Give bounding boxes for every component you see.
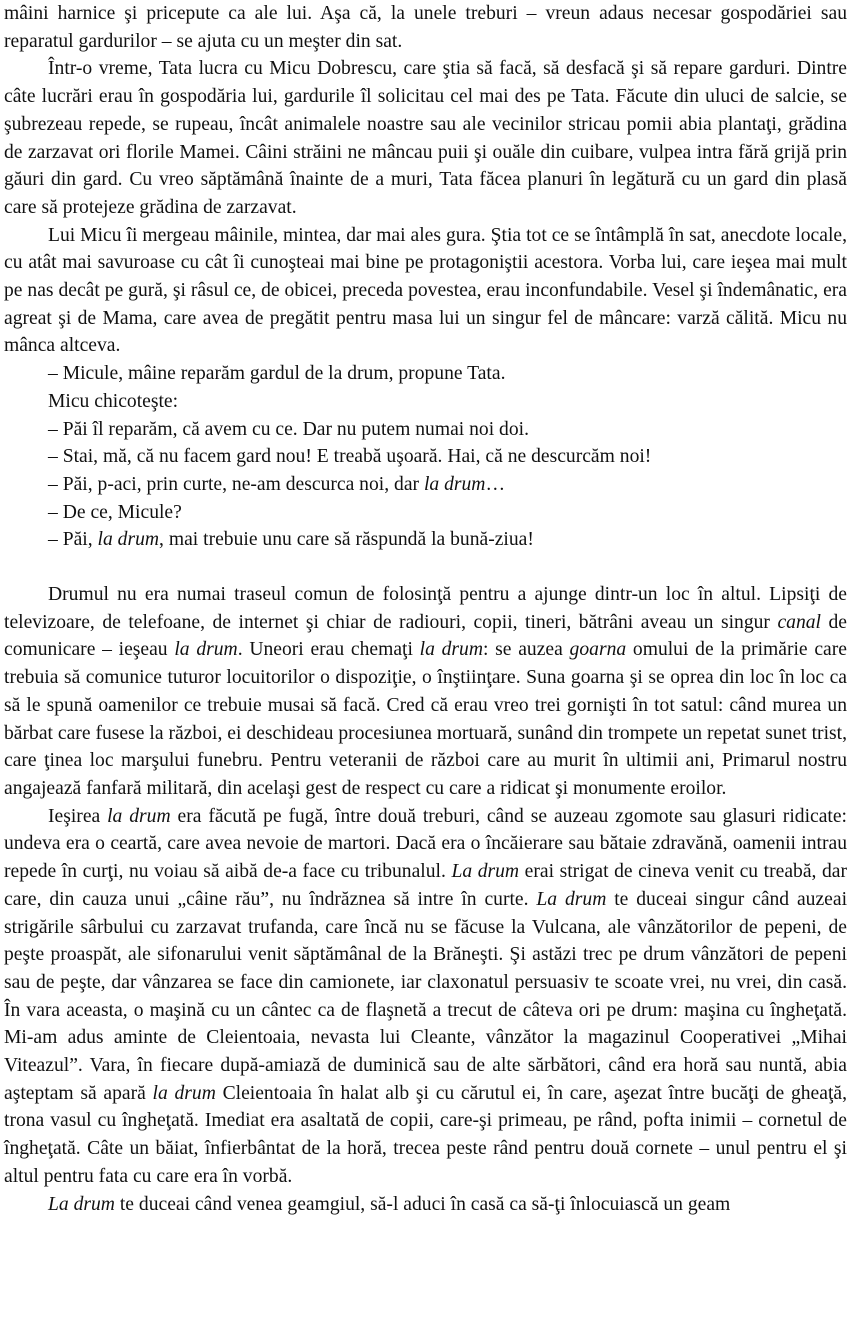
text-run: – Păi, [48,529,98,551]
text-run: era făcută pe fugă, între două treburi, când se auzeau zgomote sau glasuri ridicate: undeva era o ceartă, care avea nevoie de martori. Dacă era o încăierare sau bătaie zdravănă, oamenii intrau repede în curţi, nu voiau să aibă de-a face cu tribunalul. [4,805,847,883]
italic-text: la drum [174,639,238,661]
italic-text: la drum [152,1082,216,1104]
paragraph [4,222,847,361]
dialogue-line [4,499,847,527]
text-run: – Micule, mâine reparăm gardul de la drum, propune Tata. [48,363,506,385]
text-run: Cleientoaia în halat alb şi cu cărutul ei, în care, aşezat între bucăţi de gheaţă, trona vasul cu îngheţată. Imediat era asaltată de copii, care-şi primeau, pe rând, pofta inimii – cornetul de îngheţată. Câte un băiat, înfierbântat de la horă, trecea peste rând pentru două cornete – unul pentru el şi altul pentru fata cu care era în vorbă. [4,1082,847,1187]
dialogue-line [4,416,847,444]
document-page [4,0,847,1218]
italic-text: La drum [451,861,520,883]
italic-text: canal [777,611,821,633]
dialogue-line [4,388,847,416]
text-run: te duceai singur când auzeai strigările sârbului cu zarzavat trufanda, care încă nu se făcuse la Vulcana, ale vânzătorilor de pepeni, de peşte proaspăt, ale sifonarului venit săptămânal de la Brăneşti. Şi astăzi trec pe drum vânzători de pepeni sau de peşte, dar vânzarea se face din camionete, iar claxonatul persuasiv te scoate vrei, nu vrei, din casă. În vara aceasta, o maşină cu un cântec ca de flaşnetă a trecut de câteva ori pe drum: maşina cu îngheţată. Mi-am adus aminte de Cleientoaia, nevasta lui Cleante, vânzător la magazinul Cooperativei „Mihai Viteazul”. Vara, în fiecare după-amiază de duminică sau de alte sărbători, când era horă sau nuntă, abia aşteptam să apară [4,888,848,1104]
dialogue-line [4,471,847,499]
italic-text: La drum [48,1193,115,1215]
text-run: Într-o vreme, Tata lucra cu Micu Dobrescu, care ştia să facă, să desfacă şi să repare garduri. Dintre câte lucrări erau în gospodăria lui, gardurile îl solicitau cel mai des pe Tata. Făcute din uluci de salcie, se şubrezeau repede, se rupeau, încât animalele noastre sau ale vecinilor stricau pomii abia plantaţi, grădina de zarzavat ori florile Mamei. Câini străini ne mâncau puii şi ouăle din cuibare, vulpea intra fără grijă prin găuri din gard. Cu vreo săptămână înainte de a muri, Tata făcea planuri în legătură cu un gard din plasă care să protejeze grădina de zarzavat. [4,58,847,218]
text-run: … [485,473,506,495]
italic-text: la drum [419,639,483,661]
text-run: de comunicare – ieşeau [4,611,847,661]
dialogue-line [4,360,847,388]
paragraph [4,1191,847,1219]
italic-text: goarna [569,639,627,661]
text-run: omului de la primărie care trebuia să comunice tuturor locuitorilor o dispoziţie, o înştiinţare. Suna goarna şi se oprea din loc în loc ca să le spună oamenilor ce trebuie musai să facă. Cred că erau vreo trei gornişti în tot satul: când murea un bărbat care fusese la război, ei deschideau procesiunea mortuară, sunând din trompete un repetat sunet trist, care ţinea loc marşului funebru. Pentru veteranii de război care au murit în ultimii ani, Primarul nostru angajează fanfară militară, din acelaşi gest de respect cu care a ridicat şi monumente eroilor. [4,639,847,799]
text-run: Lui Micu îi mergeau mâinile, mintea, dar mai ales gura. Ştia tot ce se întâmplă în sat, anecdote locale, cu atât mai savuroase cu cât îi cunoşteai mai bine pe protagoniştii acestora. Vorba lui, care ieşea mai mult pe nas decât pe gură, şi râsul ce, de obicei, preceda povestea, erau inconfundabile. Vesel şi îndemânatic, era agreat şi de Mama, care avea de pregătit pentru masa lui un singur fel de mâncare: varză călită. Micu nu mânca altceva. [4,224,847,357]
text-run: – De ce, Micule? [48,501,182,523]
text-run: – Stai, mă, că nu facem gard nou! E treabă uşoară. Hai, că ne descurcăm noi! [48,446,652,468]
paragraph [4,0,847,55]
paragraph [4,55,847,221]
italic-text: la drum [97,529,160,551]
italic-text: La drum [536,888,607,910]
paragraph [4,803,847,1191]
text-run: , mai trebuie unu care să răspundă la bună-ziua! [159,529,534,551]
text-run: – Păi îl reparăm, că avem cu ce. Dar nu putem numai noi doi. [48,418,529,440]
text-run: : se auzea [483,639,570,661]
text-run: Drumul nu era numai traseul comun de folosinţă pentru a ajunge dintr-un loc în altul. Lipsiţi de televizoare, de telefoane, de internet şi chiar de radiouri, copii, tineri, bătrâni aveau un singur [4,584,847,633]
italic-text: la drum [107,805,171,827]
dialogue-line [4,526,847,554]
paragraph-gap [4,554,847,581]
text-run: Micu chicoteşte: [48,390,179,412]
text-run: erai strigat de cineva venit cu treabă, dar care, din cauza unui „câine rău”, nu îndrăznea să intre în curte. [4,861,848,910]
paragraph [4,581,847,803]
text-run: – Păi, p-aci, prin curte, ne-am descurca noi, dar [48,473,424,495]
text-run: mâini harnice şi pricepute ca ale lui. Aşa că, la unele treburi – vreun adaus necesar gospodăriei sau reparatul gardurilor – se ajuta cu un meşter din sat. [4,3,847,52]
dialogue-line [4,443,847,471]
text-run: te duceai când venea geamgiul, să-l aduci în casă ca să-ţi înlocuiască un geam [114,1193,731,1215]
text-run: . Uneori erau chemaţi [237,639,420,661]
text-run: Ieşirea [48,805,108,827]
italic-text: la drum [423,473,486,495]
